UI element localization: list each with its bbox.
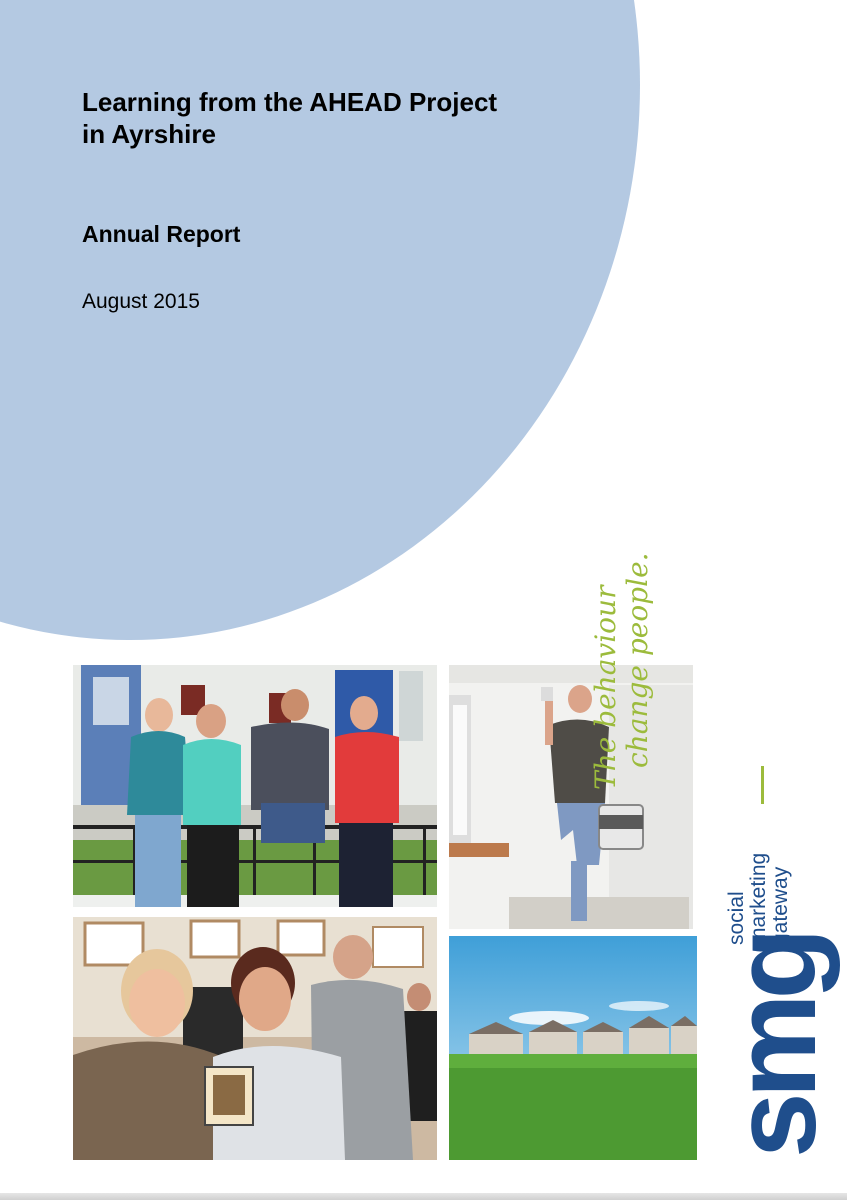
smg-logo: smg (709, 933, 841, 1158)
tagline-line-2: change people. (621, 552, 654, 768)
report-subtitle: Annual Report (82, 221, 241, 247)
report-title: Learning from the AHEAD Project in Ayrshire (82, 87, 498, 149)
org-line-2: marketing (747, 852, 770, 945)
photo-green-field-housing (449, 936, 697, 1160)
page-bottom-edge (0, 1193, 847, 1200)
tagline-line-1: The behaviour (589, 585, 622, 790)
photo-woman-painting-room (449, 665, 693, 929)
photo-women-holding-photograph (73, 917, 437, 1160)
organisation-name (726, 785, 792, 945)
org-line-3: gateway (769, 866, 792, 945)
branding-tagline (589, 530, 654, 790)
report-date: August 2015 (82, 290, 200, 313)
photo-group-outside-houses (73, 665, 437, 907)
org-line-1: social (725, 891, 748, 945)
